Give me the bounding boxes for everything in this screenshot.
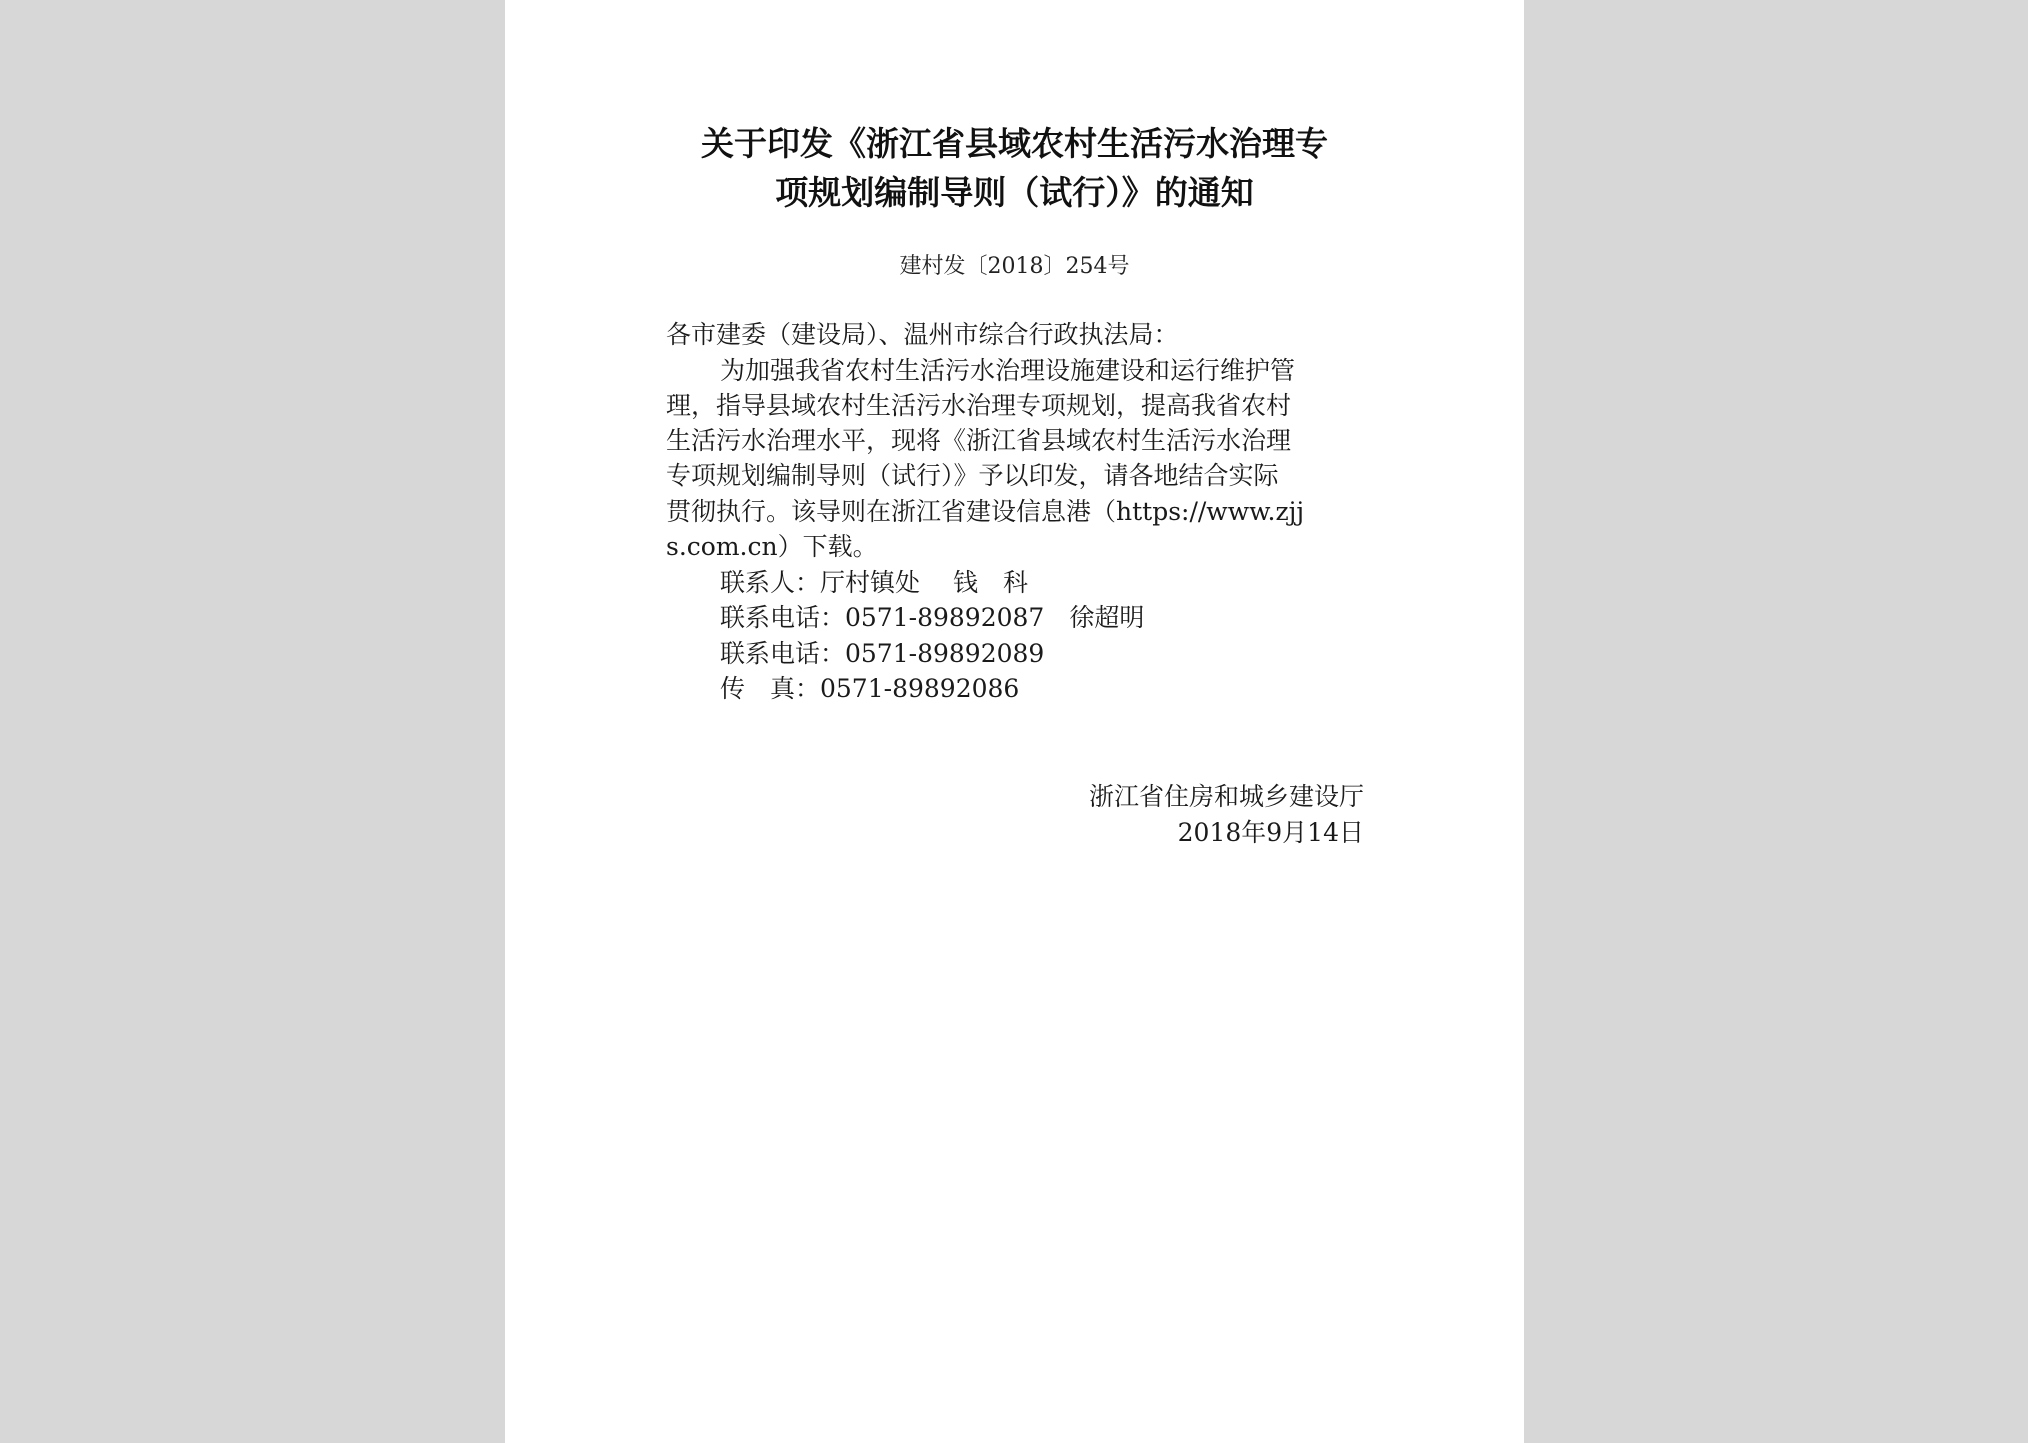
document-page <box>505 0 1524 1443</box>
body-paragraph-line: 贯彻执行。该导则在浙江省建设信息港（https://www.zjj <box>666 497 1305 526</box>
issuer-signature: 浙江省住房和城乡建设厅 <box>1088 782 1364 811</box>
contact-fax-line: 传 真：0571-89892086 <box>720 674 1020 703</box>
body-paragraph-line: 专项规划编制导则（试行）》予以印发，请各地结合实际 <box>666 461 1279 490</box>
issue-date: 2018年9月14日 <box>1177 818 1364 847</box>
document-number: 建村发〔2018〕254号 <box>899 254 1130 279</box>
body-paragraph-line: 理，指导县域农村生活污水治理专项规划，提高我省农村 <box>666 391 1292 420</box>
body-paragraph-line: 为加强我省农村生活污水治理设施建设和运行维护管 <box>720 356 1296 385</box>
contact-phone-line: 联系电话：0571-89892087 徐超明 <box>720 603 1145 632</box>
body-paragraph-line: s.com.cn）下载。 <box>666 532 878 561</box>
addressee-line: 各市建委（建设局）、温州市综合行政执法局： <box>666 320 1179 349</box>
document-title-line-2: 项规划编制导则（试行）》的通知 <box>775 173 1254 212</box>
contact-phone-line: 联系电话：0571-89892089 <box>720 639 1045 668</box>
document-title-line-1: 关于印发《浙江省县域农村生活污水治理专 <box>701 124 1328 163</box>
body-paragraph-line: 生活污水治理水平，现将《浙江省县域农村生活污水治理 <box>666 426 1292 455</box>
contact-person-line: 联系人：厅村镇处 钱 科 <box>720 568 1028 597</box>
